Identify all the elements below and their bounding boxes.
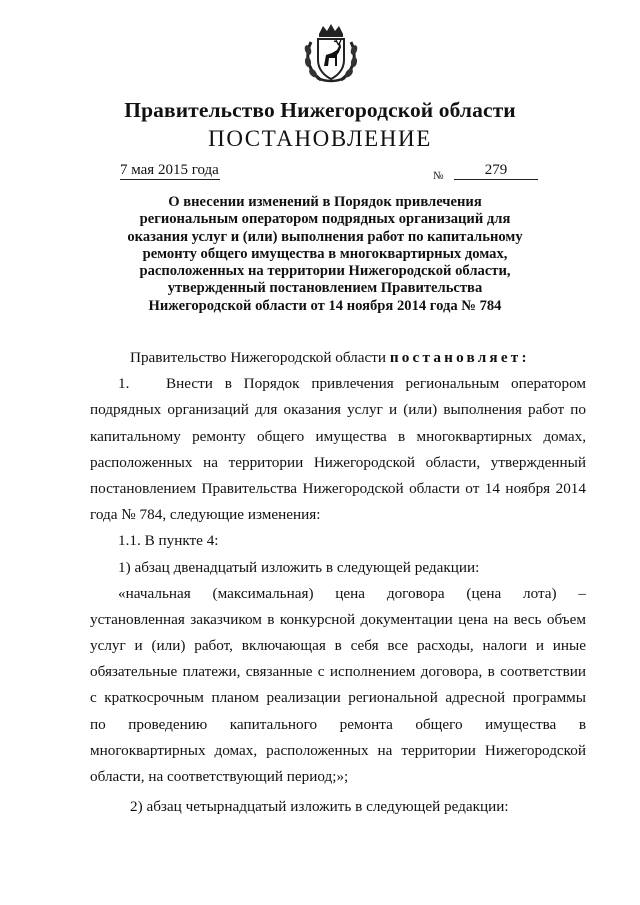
document-body xyxy=(90,345,586,820)
quote-line: «начальная (максимальная) цена договора (цена лота) – xyxy=(118,584,586,602)
item1-line: постановлением Правительства Нижегородской области от 14 ноября 2014 xyxy=(90,479,586,497)
number-sign: № xyxy=(433,170,444,182)
item1-number: 1. xyxy=(118,375,130,393)
quote-line: области, на соответствующий период;»; xyxy=(90,768,349,785)
subitem-2: 2) абзац четырнадцатый изложить в следующей редакции: xyxy=(130,798,509,816)
preamble-decree: постановляет: xyxy=(389,349,530,366)
quote-line: многоквартирных домах, расположенных на территории Нижегородской xyxy=(90,741,586,759)
quote-line: с краткосрочным планом реализации региональной адресной программы xyxy=(90,689,586,707)
preamble-text: Правительство Нижегородской области xyxy=(130,349,387,366)
subject-line: О внесении изменений в Порядок привлечения xyxy=(168,194,482,210)
item1-line: подрядных организаций для оказания услуг и (или) выполнения работ по xyxy=(90,401,586,419)
coat-of-arms-emblem-icon xyxy=(299,22,363,86)
item1-first-line xyxy=(90,371,586,397)
subject-line: оказания услуг и (или) выполнения работ по капитальному xyxy=(127,228,523,245)
quote-line: обязательные платежи, связанные с исполнением договора, в соответствии xyxy=(90,663,586,681)
subject-line: Нижегородской области от 14 ноября 2014 года № 784 xyxy=(148,297,502,314)
document-number: 279 xyxy=(454,161,538,180)
subitem-1: 1) абзац двенадцатый изложить в следующей редакции: xyxy=(118,558,480,576)
subitem-1-1: 1.1. В пункте 4: xyxy=(118,532,219,550)
item1-line: расположенных на территории Нижегородской области, утвержденный xyxy=(90,453,586,471)
subject-line: региональным оператором подрядных организаций для xyxy=(139,211,511,228)
quote-line: по проведению капитального ремонта общего имущества в xyxy=(90,715,586,733)
item1-line: года № 784, следующие изменения: xyxy=(90,506,321,524)
quote-line: услуг и (или) работ, включающая в себя все расходы, налоги и иные xyxy=(90,637,586,655)
item1-line: капитальному ремонту общего имущества в многоквартирных домах, xyxy=(90,427,586,445)
item1-line: Внести в Порядок привлечения региональным оператором xyxy=(166,375,586,393)
preamble xyxy=(90,345,586,371)
subject-line: ремонту общего имущества в многоквартирных домах, xyxy=(142,245,508,262)
organization-name: Правительство Нижегородской области xyxy=(124,98,516,122)
subject-line: расположенных на территории Нижегородской области, xyxy=(139,263,511,280)
document-subject xyxy=(110,194,540,315)
quote-line: установленная заказчиком в конкурсной документации цена на весь объем xyxy=(90,610,586,628)
subject-line: утвержденный постановлением Правительства xyxy=(167,280,483,297)
document-date: 7 мая 2015 года xyxy=(120,162,219,178)
document-type: ПОСТАНОВЛЕНИЕ xyxy=(208,126,432,151)
